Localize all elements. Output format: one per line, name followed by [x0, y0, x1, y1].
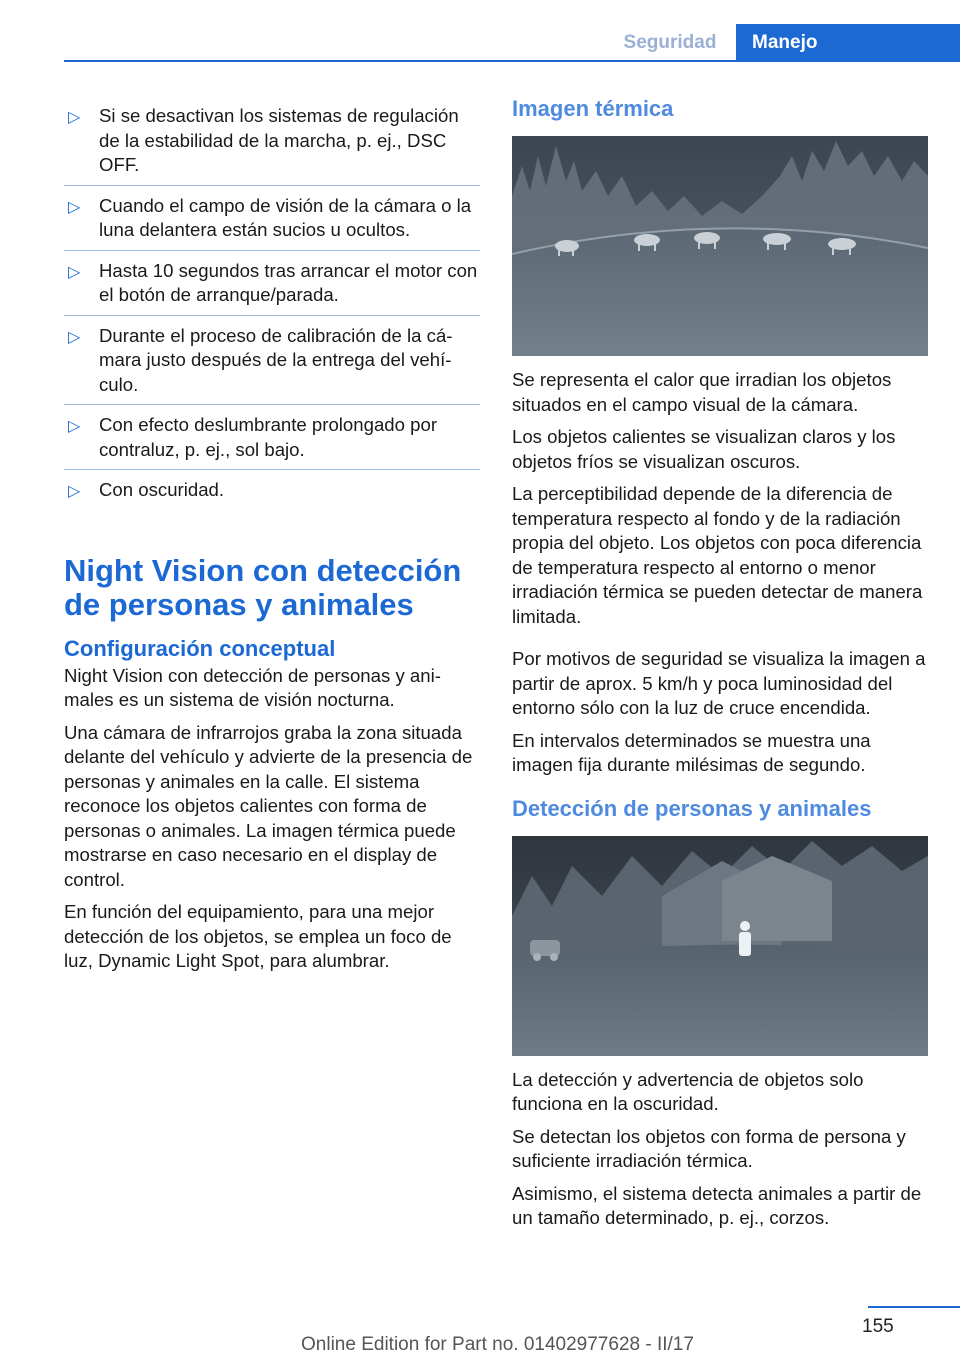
thermal-paragraph: Por motivos de seguridad se visualiza la imagen a partir de aprox. 5 km/h y poca luminosidad del entorno sólo con la luz de cruce encendida. — [512, 648, 926, 718]
thermal-image-animals — [512, 136, 928, 356]
thermal-paragraph: La perceptibilidad depende de la diferencia de temperatura respecto al fondo y de la radiación propia del objeto. Los objetos con poca diferencia de temperatura respecto al entorno o menor irradiación térmica se pueden detectar de manera limitada. — [512, 483, 923, 627]
concept-paragraph: En función del equipamiento, para una mejor detección de los objetos, se emplea un foco de luz, Dynamic Light Spot, para alumbrar. — [64, 901, 452, 971]
thermal-paragraph: Se representa el calor que irradian los objetos situados en el campo visual de la cámara. — [512, 369, 892, 415]
page-number: 155 — [862, 1316, 894, 1337]
edition-note: Online Edition for Part no. 01402977628 - II/17 — [301, 1334, 694, 1355]
thermal-heading: Imagen térmica — [512, 96, 674, 121]
list-item: ▷ Durante el proceso de calibración de la cámara justo después de la entrega del vehículo. — [64, 315, 480, 405]
main-heading: Night Vision con detección de personas y animales — [64, 552, 462, 622]
triangle-bullet-icon: ▷ — [68, 263, 81, 281]
triangle-bullet-icon: ▷ — [68, 109, 81, 126]
detection-paragraph: Se detectan los objetos con forma de persona y suficiente irradiación térmica. — [512, 1125, 906, 1171]
list-item: ▷ Hasta 10 segundos tras arrancar el motor con el botón de arranque/parada. — [64, 250, 480, 315]
conditions-list — [64, 96, 480, 510]
concept-paragraph: Una cámara de infrarrojos graba la zona situada delante del vehículo y advierte de la presencia de personas y animales en la calle. El sistema reconoce los objetos calientes con forma de personas o animales. La imagen térmica puede mostrarse en caso necesario en el display de control. — [64, 721, 473, 890]
concept-heading: Configuración conceptual — [64, 635, 336, 661]
triangle-bullet-icon: ▷ — [68, 418, 81, 435]
header-rule — [64, 60, 960, 62]
section-tab-seguridad[interactable]: Seguridad — [623, 32, 717, 53]
thermal-image-pedestrian — [512, 836, 928, 1056]
triangle-bullet-icon: ▷ — [68, 483, 81, 500]
thermal-paragraph: Los objetos calientes se visualizan claros y los objetos fríos se visualizan oscuros. — [512, 426, 896, 472]
footer-rule — [868, 1306, 960, 1308]
triangle-bullet-icon: ▷ — [68, 198, 81, 216]
list-item: ▷ Si se desactivan los sistemas de regulación de la estabilidad de la marcha, p. ej., DSC OFF. — [68, 105, 459, 175]
right-column — [512, 96, 928, 1239]
thermal-paragraph: En intervalos determinados se muestra una imagen fija durante milésimas de segundo. — [512, 729, 871, 775]
list-item: ▷ Con oscuridad. — [64, 469, 480, 510]
triangle-bullet-icon: ▷ — [68, 328, 81, 346]
detection-heading: Detección de personas y animales — [512, 795, 872, 821]
concept-paragraph: Night Vision con detección de personas y animales es un sistema de visión nocturna. — [64, 664, 441, 710]
detection-paragraph: Asimismo, el sistema detecta animales a partir de un tamaño determinado, p. ej., corzos. — [512, 1182, 922, 1228]
detection-paragraph: La detección y advertencia de objetos solo funciona en la oscuridad. — [512, 1068, 864, 1114]
list-item: ▷ Con efecto deslumbrante prolongado por contraluz, p. ej., sol bajo. — [64, 404, 480, 469]
left-column — [64, 96, 480, 982]
list-item: ▷ Cuando el campo de visión de la cámara o la luna delantera están sucios u ocultos. — [64, 185, 480, 250]
chapter-tab-manejo[interactable]: Manejo — [736, 24, 960, 62]
